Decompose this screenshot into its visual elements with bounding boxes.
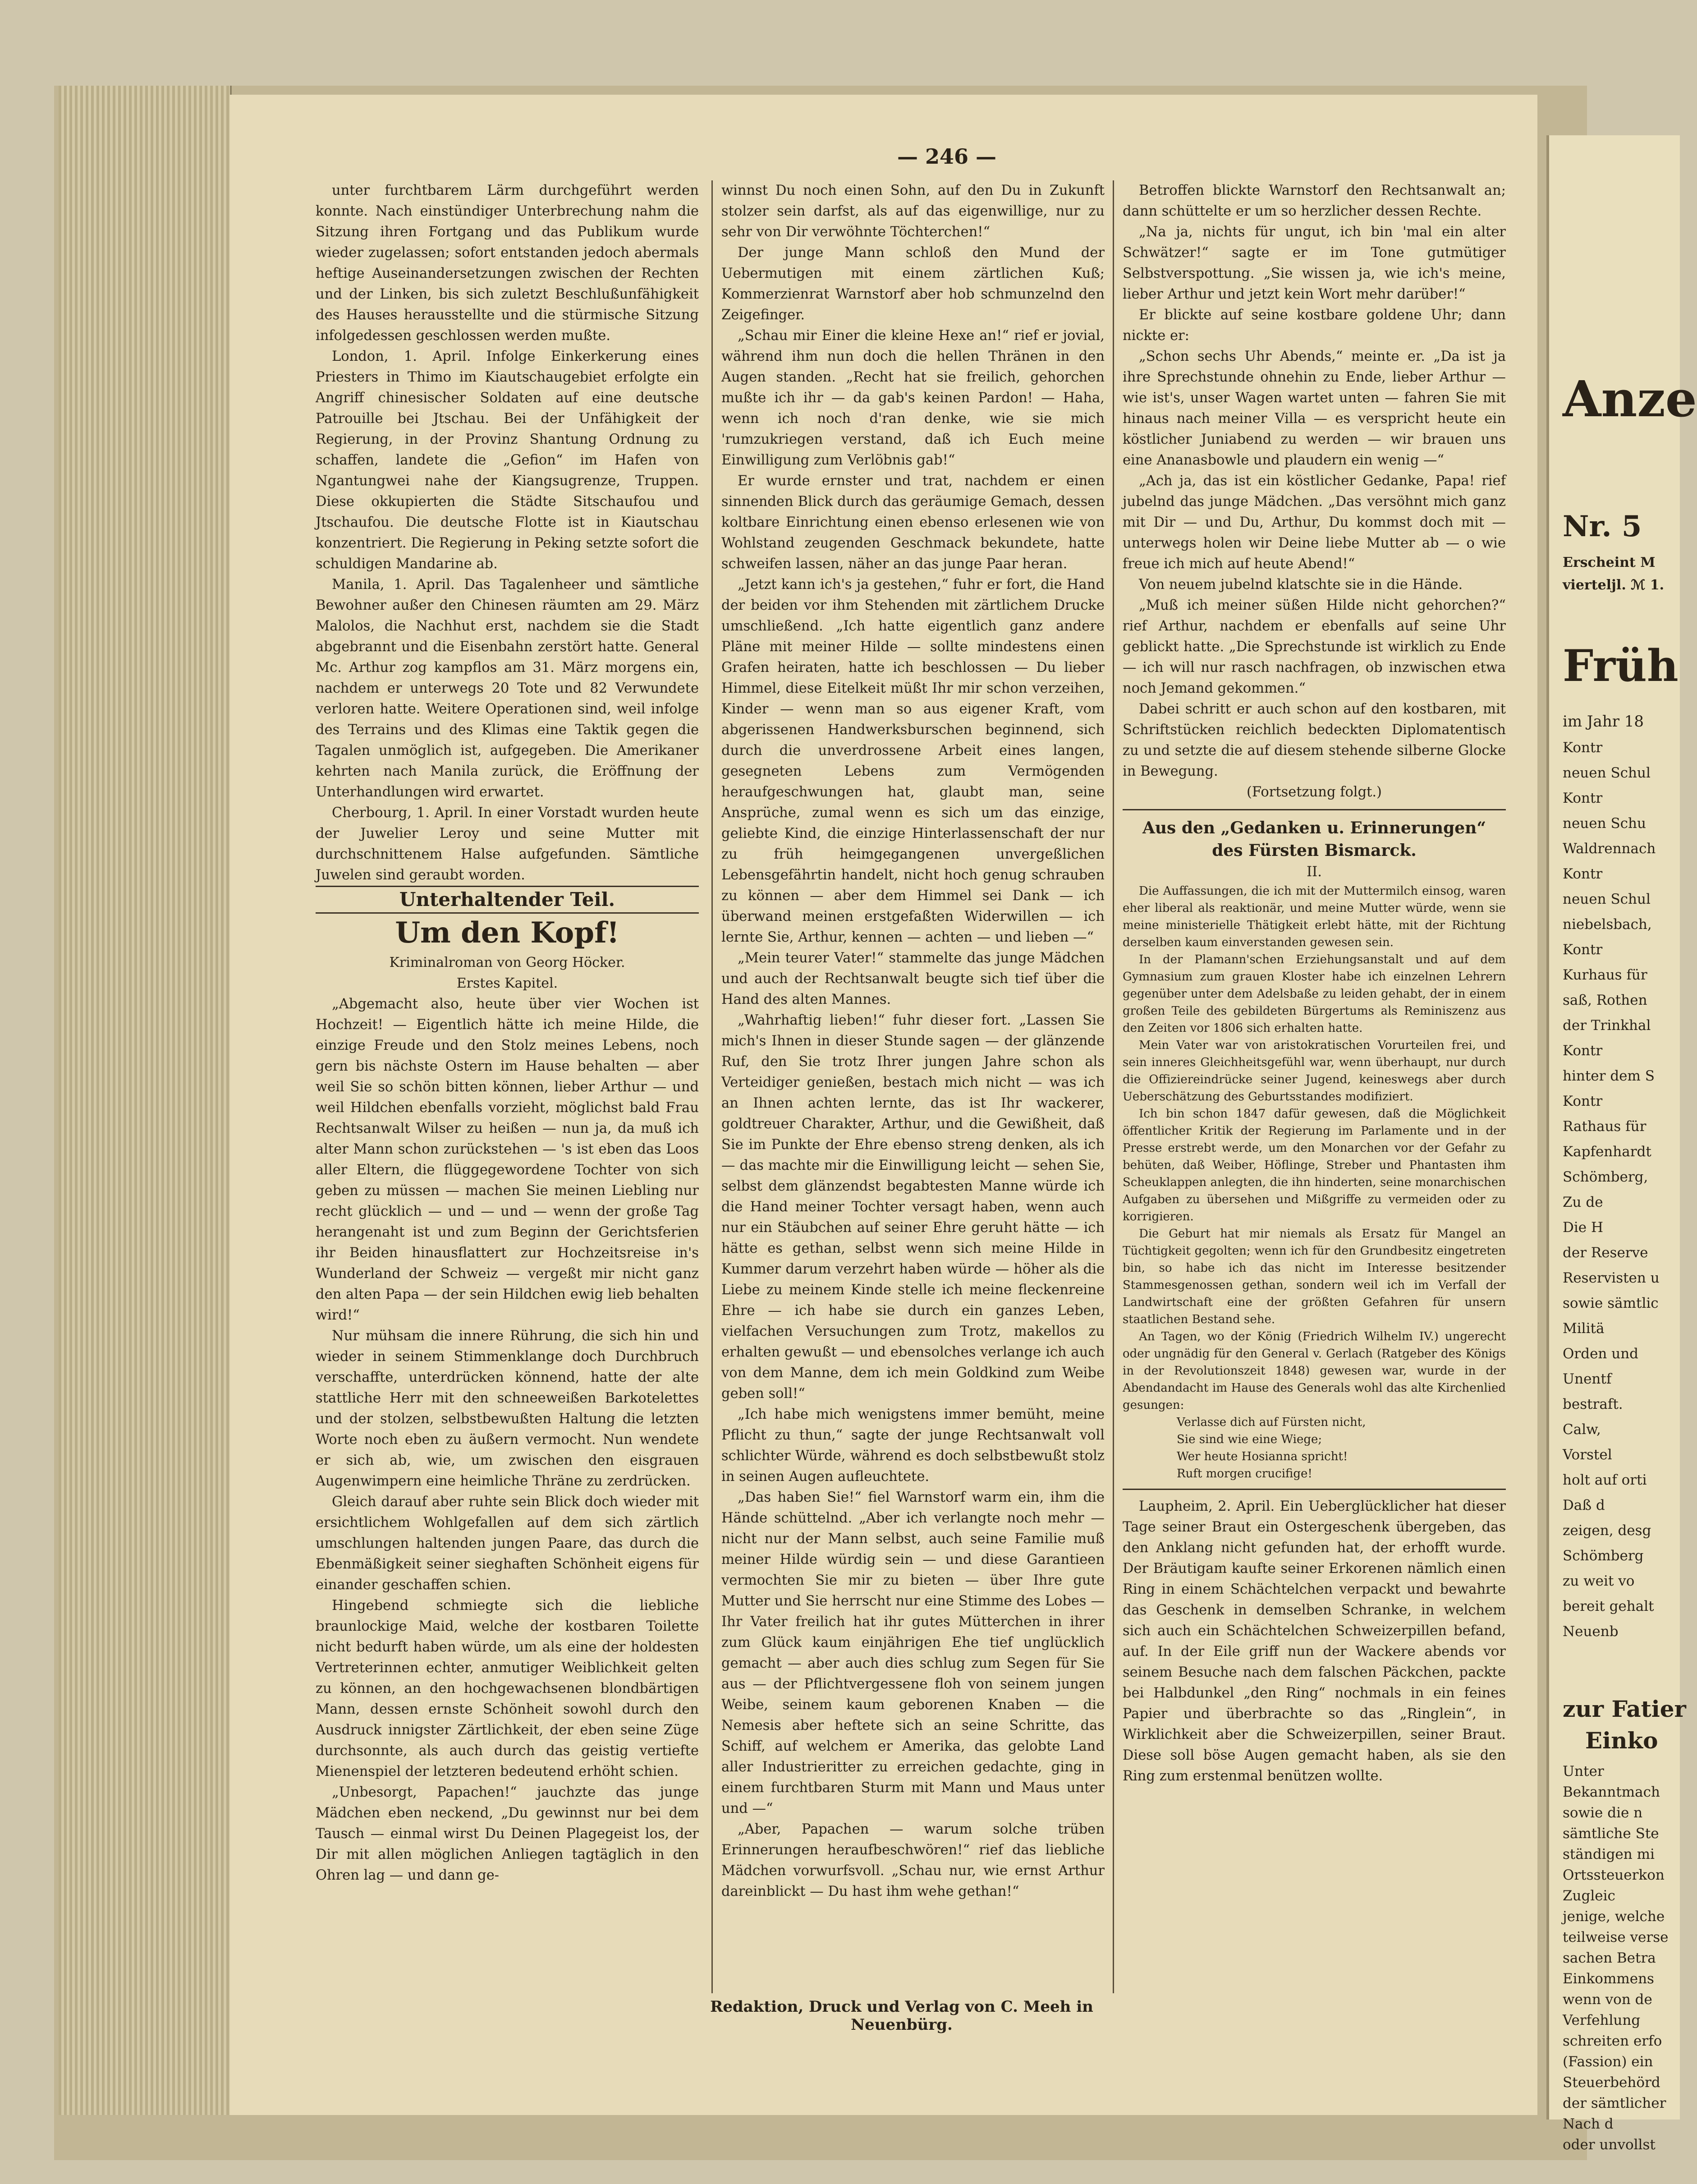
fragment-line: jenige, welche xyxy=(1563,1908,1665,1925)
story-paragraph: „Muß ich meiner süßen Hilde nicht gehorchen?“ rief Arthur, nachdem er ebenfalls auf seine Uhr geblickt hatte. „Die Sprechstunde ist wirklich zu Ende — ich will nur rasch nachfragen, ob inzwischen etwa noch Jemand gekommen.“ xyxy=(1123,598,1506,696)
column-rule-1 xyxy=(711,180,713,1993)
notice-year: im Jahr 18 xyxy=(1563,713,1644,731)
fragment-line: Nach d xyxy=(1563,2116,1614,2132)
fragment-line: Kapfenhardt xyxy=(1563,1144,1651,1160)
story-title: Um den Kopf! xyxy=(395,916,619,950)
excerpt-paragraph: Die Geburt hat mir niemals als Ersatz für Mangel an Tüchtigkeit gegolten; wenn ich für den Grundbesitz eingetreten bin, so habe ich das nicht im Interesse besitzender Stammesgenossen gethan, sondern weil ich im Verfall der Landwirtschaft eine der größten Gefahren für unsern staatlichen Bestand sehe. xyxy=(1123,1227,1506,1326)
bismarck-heading: Aus den „Gedanken u. Erinnerungen“ xyxy=(1142,818,1486,837)
section-heading: Unterhaltender Teil. xyxy=(316,886,699,914)
fragment-line: Kurhaus für xyxy=(1563,967,1647,983)
story-paragraph: „Unbesorgt, Papachen!“ jauchzte das junge Mädchen eben neckend, „Du gewinnst nur bei dem Tausch — einmal wirst Du Deinen Plagegeist los, der Dir mit allen möglichen Anliegen tagtäglich in den Ohren lag — und dann ge- xyxy=(316,1784,699,1883)
news-laupheim: Laupheim, 2. April. Ein Ueberglücklicher hat dieser Tage seiner Braut ein Ostergeschenk übergeben, das den Anklang nicht gefunden hat, der erhofft wurde. Der Bräutigam kaufte seiner Erkorenen nämlich einen Ring in einem Schächtelchen verpackt und bewahrte das Geschenk in demselben Schranke, in welchem sich auch ein Schächtelchen Schweizerpillen befand, auf. In der Eile griff nun der Wackere abends vor seinem Besuche nach dem falschen Päckchen, packte bei Halbdunkel „den Ring“ nochmals in ein feines Papier und überbrachte so das „Ringlein“, in Wirklichkeit aber die Schweizerpillen, seiner Braut. Diese soll böse Augen gemacht haben, als sie den Ring zum erstenmal benützen wollte. xyxy=(1123,1499,1506,1784)
fragment-line: bereit gehalt xyxy=(1563,1598,1654,1614)
story-paragraph: Er blickte auf seine kostbare goldene Uhr; dann nickte er: xyxy=(1123,307,1506,344)
fragment-line: Zu de xyxy=(1563,1194,1603,1210)
story-paragraph: „Abgemacht also, heute über vier Wochen ist Hochzeit! — Eigentlich hätte ich meine Hilde, die einzige Freude und den Stolz meines Lebens, noch gern bis nächste Ostern im Hause behalten — aber weil Sie so schön bitten können, lieber Arthur — und weil Hildchen ebenfalls vorzieht, möglichst bald Frau Rechtsanwalt Wilser zu heißen — nun ja, da muß ich alter Mann schon zurückstehen — 's ist eben das Loos aller Eltern, die flüggegewordene Tochter von sich geben zu müssen — machen Sie meinen Liebling nur recht glücklich — und — und — wenn der große Tag herangenaht ist und zum Beginn der Gerichtsferien ihr Beiden hinausflattert zur Hochzeitsreise in's Wunderland der Schweiz — vergeßt mir nicht ganz den alten Papa — der sein Hildchen ewig lieb behalten wird!“ xyxy=(316,996,699,1323)
imprint-footer: Redaktion, Druck und Verlag von C. Meeh in Neuenbürg. xyxy=(710,1998,1093,2034)
verse-line: Ruft morgen crucifige! xyxy=(1177,1467,1312,1481)
issue-number: Nr. 5 xyxy=(1563,510,1642,543)
fragment-line: Ortssteuerkon xyxy=(1563,1867,1665,1883)
story-paragraph: Hingebend schmiegte sich die liebliche braunlockige Maid, welche der kostbaren Toilette nicht bedurft haben würde, um als eine der holdesten Vertreterinnen echter, anmutiger Weiblichkeit gelten zu können, an den hochgewachsenen blondbärtigen Mann, dessen ernste Schönheit sowohl durch den Ausdruck innigster Zärtlichkeit, der eben seine Züge durchsonnte, als auch durch das geistig vertiefte Mienenspiel der letzteren bedeutend erhöht schien. xyxy=(316,1598,699,1779)
fragment-line: niebelsbach, xyxy=(1563,916,1652,933)
fragment-line: Unentf xyxy=(1563,1371,1612,1387)
story-paragraph: „Schon sechs Uhr Abends,“ meinte er. „Da ist ja ihre Sprechstunde ohnehin zu Ende, lieber Arthur — wie ist's, unser Wagen wartet unten — fahren Sie mit hinaus nach meiner Villa — es verspricht heute ein köstlicher Juniabend zu werden — wir brauen uns eine Ananasbowle und plaudern ein wenig —“ xyxy=(1123,349,1506,468)
story-paragraph: Nur mühsam die innere Rührung, die sich hin und wieder in seinem Stimmenklange doch Durchbruch verschaffte, unterdrücken könnend, hatte der alte stattliche Herr mit den schneeweißen Barkotelettes und der stolzen, selbstbewußten Haltung die letzten Worte noch eben zu äußern vermocht. Nun wendete er sich ab, wie, um zwischen den eisgrauen Augenwimpern eine heimliche Thräne zu zerdrücken. xyxy=(316,1328,699,1489)
fragment-line: (Fassion) ein xyxy=(1563,2054,1653,2070)
fragment-line: Militä xyxy=(1563,1320,1605,1337)
fragment-line: sowie die n xyxy=(1563,1805,1643,1821)
story-byline: Kriminalroman von Georg Höcker. xyxy=(389,955,625,970)
notice-headline: Früh xyxy=(1563,640,1679,691)
fragment-line: Neuenb xyxy=(1563,1623,1619,1640)
story-paragraph: „Ich habe mich wenigstens immer bemüht, meine Pflicht zu thun,“ sagte der junge Rechtsanwalt voll schlichter Würde, während es doch selbstbewußt stolz in seinen Augen aufleuchtete. xyxy=(721,1407,1105,1485)
fragment-line: Schömberg, xyxy=(1563,1169,1648,1185)
story-paragraph: „Aber, Papachen — warum solche trüben Erinnerungen heraufbeschwören!“ rief das liebliche Mädchen vorwurfsvoll. „Schau nur, wie ernst Arthur dareinblickt — Du hast ihm wehe gethan!“ xyxy=(721,1821,1105,1899)
bismarck-subheading: des Fürsten Bismarck. xyxy=(1212,841,1417,860)
fragment-line: Einkommens xyxy=(1563,1971,1654,1987)
page-stack-edge xyxy=(59,86,232,2115)
story-paragraph: „Mein teurer Vater!“ stammelte das junge Mädchen und auch der Rechtsanwalt beugte sich tief über die Hand des alten Mannes. xyxy=(721,950,1105,1007)
fragment-line: saß, Rothen xyxy=(1563,992,1647,1008)
fragment-line: Zugleic xyxy=(1563,1888,1615,1904)
fragment-line: Rathaus für xyxy=(1563,1118,1647,1135)
story-paragraph: Betroffen blickte Warnstorf den Rechtsanwalt an; dann schüttelte er um so herzlicher dessen Rechte. xyxy=(1123,183,1506,219)
chapter-heading: Erstes Kapitel. xyxy=(456,975,558,991)
fragment-line: sachen Betra xyxy=(1563,1950,1656,1966)
excerpt-paragraph: Ich bin schon 1847 dafür gewesen, daß die Möglichkeit öffentlicher Kritik der Regierung im Parlamente und in der Presse erstrebt werde, um den Monarchen vor der Gefahr zu behüten, daß Weiber, Höflinge, Streber und Phantasten ihm Scheuklappen anlegten, die ihn hinderten, seine monarchischen Aufgaben zu übersehen und Mißgriffe zu vermeiden oder zu korrigieren. xyxy=(1123,1107,1506,1223)
story-paragraph: winnst Du noch einen Sohn, auf den Du in Zukunft stolzer sein darfst, als auf das eigenwillige, nur zu sehr von Dir verwöhnte Töchterchen!“ xyxy=(721,183,1105,240)
second-notice-headline: zur Fatier xyxy=(1563,1696,1686,1722)
fragment-line: der Reserve xyxy=(1563,1245,1648,1261)
fragment-line: sowie sämtlic xyxy=(1563,1295,1659,1311)
fragment-line: Daß d xyxy=(1563,1497,1605,1513)
fragment-line: neuen Schu xyxy=(1563,815,1646,832)
fragment-line: Kontr xyxy=(1563,866,1603,882)
excerpt-paragraph: An Tagen, wo der König (Friedrich Wilhelm IV.) ungerecht oder ungnädig für den General v. Gerlach (Ratgeber des Königs in der Revolutionszeit 1848) gewesen war, wurde in der Abendandacht im Hause des Generals wohl das alte Kirchenlied gesungen: xyxy=(1123,1330,1506,1412)
column-rule-2 xyxy=(1113,180,1114,1993)
bismarck-section-number: II. xyxy=(1307,864,1322,880)
fragment-line: Kontr xyxy=(1563,1093,1603,1109)
excerpt-paragraph: In der Plamann'schen Erziehungsanstalt und auf dem Gymnasium zum grauen Kloster habe ich einzelnen Lehrern gegenüber unter dem Adelsbaße zu leiden gehabt, der in einem großen Teile des gebildeten Bürgertums als Reminiszenz aus den Zeiten vor 1806 sich erhalten hatte. xyxy=(1123,953,1506,1035)
fragment-line: Reservisten u xyxy=(1563,1270,1660,1286)
story-paragraph: Dabei schritt er auch schon auf den kostbaren, mit Schriftstücken reichlich bedeckten Diplomatentisch zu und setzte die auf diesem stehende silberne Glocke in Bewegung. xyxy=(1123,701,1506,779)
verse-line: Sie sind wie eine Wiege; xyxy=(1177,1433,1322,1446)
continued-note: (Fortsetzung folgt.) xyxy=(1247,784,1382,800)
fragment-line: sämtliche Ste xyxy=(1563,1825,1659,1842)
fragment-line: Kontr xyxy=(1563,1043,1603,1059)
fragment-line: Calw, xyxy=(1563,1421,1601,1438)
fragment-line: neuen Schul xyxy=(1563,765,1651,781)
fragment-line: neuen Schul xyxy=(1563,891,1651,907)
story-paragraph: „Jetzt kann ich's ja gestehen,“ fuhr er fort, die Hand der beiden vor ihm Stehenden mit zärtlichem Drucke umschließend. „Ich hatte eigentlich ganz andere Pläne mit meiner Hilde — sollte mindestens einen Grafen heiraten, hatte ich beschlossen — Du lieber Himmel, diese Eitelkeit müßt Ihr mir schon verzeihen, Kinder — wenn man so aus eigener Kraft, vom abgerissenen Handwerksburschen beginnend, sich durch die unverdrossene Arbeit eines langen, gesegneten Lebens zum Vermögenden heraufgeschwungen hat, glaubt man, seine Ansprüche, zumal wenn es sich um das einzige, geliebte Kind, die einzige Hinterlassenschaft der nur zu früh heimgegangenen unvergeßlichen Lebensgefährtin handelt, nicht hoch genug schrauben zu können — aber dem Himmel sei Dank — ich überwand meinen erstgefaßten Widerwillen — ich lernte Sie, Arthur, kennen — achten — und lieben —“ xyxy=(721,577,1105,945)
column-1 xyxy=(316,180,699,1993)
divider xyxy=(1123,1489,1506,1490)
story-paragraph: „Na ja, nichts für ungut, ich bin 'mal ein alter Schwätzer!“ sagte er im Tone gutmütiger Selbstverspottung. „Sie wissen ja, wie ich's meine, lieber Arthur und jetzt kein Wort mehr darüber!“ xyxy=(1123,224,1506,302)
fragment-line: zeigen, desg xyxy=(1563,1522,1651,1539)
story-paragraph: „Ach ja, das ist ein köstlicher Gedanke, Papa! rief jubelnd das junge Mädchen. „Das versöhnt mich ganz mit Dir — und Du, Arthur, Du kommst doch mit — unterwegs holen wir Deine liebe Mutter ab — o wie freue ich mich auf heute Abend!“ xyxy=(1123,473,1506,572)
story-paragraph: Der junge Mann schloß den Mund der Uebermutigen mit einem zärtlichen Kuß; Kommerzienrat Warnstorf aber hob schmunzelnd den Zeigefinger. xyxy=(721,245,1105,323)
fragment-line: Kontr xyxy=(1563,942,1603,958)
news-london: London, 1. April. Infolge Einkerkerung eines Priesters in Thimo im Kiautschaugebiet erfolgte ein Angriff chinesischer Soldaten auf eine deutsche Patrouille bei Jtschau. Bei der Unfähigkeit der Regierung, in der Provinz Shantung Ordnung zu schaffen, landete die „Gefion“ im Hafen von Ngantungwei nahe der Kiangsugrenze, Truppen. Diese okkupierten die Städte Sitschaufou und Jtschaufou. Die deutsche Flotte ist in Kiautschau konzentriert. Die Regierung in Peking setzte sofort die schuldigen Mandarine ab. xyxy=(316,349,699,572)
fragment-line: wenn von de xyxy=(1563,1991,1652,2008)
fragment-line: der Trinkhal xyxy=(1563,1017,1651,1034)
fragment-line: Waldrennach xyxy=(1563,841,1656,857)
news-manila: Manila, 1. April. Das Tagalenheer und sämtliche Bewohner außer den Chinesen räumten am 29. März Malolos, die Nachhut erst, nachdem sie die Stadt abgebrannt und die Eisenbahn zerstört hatte. General Mc. Arthur zog kampflos am 31. März morgens ein, nachdem er unterwegs 20 Tote und 82 Verwundete verloren hatte. Weitere Operationen sind, weil infolge des Terrains und des Klimas eine Taktik gegen die Tagalen unmöglich ist, aufgegeben. Die Amerikaner kehrten nach Manila zurück, die Eröffnung der Unterhandlungen wird erwartet. xyxy=(316,577,699,800)
news-cherbourg: Cherbourg, 1. April. In einer Vorstadt wurden heute der Juwelier Leroy und seine Mutter mit durchschnittenem Halse aufgefunden. Sämtliche Juwelen sind geraubt worden. xyxy=(316,805,699,883)
fragment-line: zu weit vo xyxy=(1563,1573,1635,1589)
second-notice-subheadline: Einko xyxy=(1585,1727,1658,1754)
column-2 xyxy=(721,180,1105,1993)
excerpt-paragraph: Mein Vater war von aristokratischen Vorurteilen frei, und sein inneres Gleichheitsgefühl war, wenn überhaupt, nur durch die Offiziereindrücke seiner Jugend, keineswegs aber durch Ueberschätzung des Geburtsstandes modifiziert. xyxy=(1123,1039,1506,1103)
fragment-line: holt auf orti xyxy=(1563,1472,1647,1488)
page-number: — 246 — xyxy=(897,144,997,169)
fragment-line: Die H xyxy=(1563,1219,1604,1236)
fragment-line: der sämtlicher xyxy=(1563,2095,1666,2111)
fragment-line: Schömberg xyxy=(1563,1548,1644,1564)
fragment-line: Vorstel xyxy=(1563,1447,1612,1463)
story-paragraph: Von neuem jubelnd klatschte sie in die Hände. xyxy=(1139,577,1463,593)
column-3 xyxy=(1123,180,1506,1993)
fragment-line: Steuerbehörd xyxy=(1563,2074,1660,2091)
story-paragraph: „Wahrhaftig lieben!“ fuhr dieser fort. „Lassen Sie mich's Ihnen in dieser Stunde sagen — der glänzende Ruf, den Sie trotz Ihrer jungen Jahre schon als Verteidiger genießen, bestach mich nicht — was ich an Ihnen achten lernte, das ist Ihr wackerer, goldtreuer Charakter, Arthur, und die Gewißheit, daß Sie im Punkte der Ehre ebenso streng denken, als ich — das machte mir die Einwilligung leicht — sehen Sie, selbst dem glänzendst begabtesten Manne würde ich die Hand meiner Tochter versagt haben, wenn auch nur ein Stäubchen auf seiner Ehre geruht hätte — ich hätte es gethan, selbst wenn sich meine Hilde in Kummer darum verzehrt haben würde — höher als die Liebe zu meinem Kinde stelle ich meine fleckenreine Ehre — ich habe sie durch ein ganzes Leben, vielfachen Versuchungen zum Trotz, makellos zu erhalten gewußt — und ebensolches verlange ich auch von dem Manne, dem ich mein Goldkind zum Weibe geben soll!“ xyxy=(721,1012,1105,1402)
excerpt-paragraph: Die Auffassungen, die ich mit der Muttermilch einsog, waren eher liberal als reaktionär, und meine Mutter würde, wenn sie meine ministerielle Thätigkeit erlebt hätte, mit der Richtung derselben kaum einverstanden gewesen sein. xyxy=(1123,884,1506,949)
verse-line: Wer heute Hosianna spricht! xyxy=(1177,1450,1348,1463)
subscription-price: vierteljl. ℳ 1. xyxy=(1563,577,1665,593)
fragment-line: hinter dem S xyxy=(1563,1068,1655,1084)
news-paragraph: unter furchtbarem Lärm durchgeführt werden konnte. Nach einstündiger Unterbrechung nahm die Sitzung ihren Fortgang und das Publikum wurde wieder zugelassen; sofort entstanden jedoch abermals heftige Auseinandersetzungen zwischen der Rechten und der Linken, bis sich zuletzt Beschlußunfähigkeit des Hauses herausstellte und die stürmische Sitzung infolgedessen geschlossen werden mußte. xyxy=(316,183,699,344)
fragment-line: Bekanntmach xyxy=(1563,1784,1660,1800)
story-paragraph: Er wurde ernster und trat, nachdem er einen sinnenden Blick durch das geräumige Gemach, dessen koltbare Einrichtung einen ebenso erlesenen wie von Wohlstand zeugenden Geschmack bekundete, hatte schweifen lassen, näher an das junge Paar heran. xyxy=(721,473,1105,572)
fragment-line: Kontr xyxy=(1563,790,1603,806)
verse-line: Verlasse dich auf Fürsten nicht, xyxy=(1177,1416,1366,1429)
masthead-fragment: Anze xyxy=(1563,370,1697,428)
fragment-line: bestraft. xyxy=(1563,1396,1623,1412)
publication-note: Erscheint M xyxy=(1563,555,1656,570)
story-paragraph: „Das haben Sie!“ fiel Warnstorf warm ein, ihm die Hände schüttelnd. „Aber ich verlangte noch mehr — nicht nur der Mann selbst, auch seine Familie muß meiner Hilde würdig sein — und diese Garantieen vermochten Sie mir zu bieten — über Ihre gute Mutter und Sie herrscht nur eine Stimme des Lobes — Ihr Vater freilich hat ihr gutes Mütterchen in ihrer zum Glück kaum einjährigen Ehe tief unglücklich gemacht — aber auch dies schlug zum Segen für Sie aus — der Pflichtvergessene floh von seinem jungen Weibe, seinem kaum geborenen Knaben — die Nemesis aber heftete sich an seine Schritte, das Schiff, auf welchem er Amerika, das gelobte Land aller Industrieritter zu erreichen gedachte, ging in einem furchtbaren Sturm mit Mann und Maus unter und —“ xyxy=(721,1490,1105,1816)
fragment-line: Kontr xyxy=(1563,740,1603,756)
fragment-line: oder unvollst xyxy=(1563,2137,1656,2153)
divider xyxy=(1123,809,1506,810)
bismarck-excerpts xyxy=(1123,883,1506,1414)
fragment-line: ständigen mi xyxy=(1563,1846,1655,1862)
fragment-line: Unter xyxy=(1563,1763,1604,1779)
fragment-line: teilweise verse xyxy=(1563,1929,1669,1945)
fragment-line: Verfehlung xyxy=(1563,2012,1641,2028)
fragment-line: Orden und xyxy=(1563,1346,1639,1362)
story-paragraph: Gleich darauf aber ruhte sein Blick doch wieder mit ersichtlichem Wohlgefallen auf dem sich zärtlich umschlungen haltenden jungen Paare, das durch die Ebenmäßigkeit seiner sieghaften Schönheit eigens für einander geschaffen schien. xyxy=(316,1494,699,1593)
right-page-fragment xyxy=(1546,135,1697,2153)
fragment-line: schreiten erfo xyxy=(1563,2033,1662,2049)
story-paragraph: „Schau mir Einer die kleine Hexe an!“ rief er jovial, während ihm nun doch die hellen Thränen in den Augen standen. „Recht hat sie freilich, gehorchen mußte ich ihr — da gab's keinen Pardon! — Haha, wenn ich noch d'ran denke, wie sie mich 'rumzukriegen verstand, daß ich Euch meine Einwilligung zum Verlöbnis gab!“ xyxy=(721,328,1105,468)
